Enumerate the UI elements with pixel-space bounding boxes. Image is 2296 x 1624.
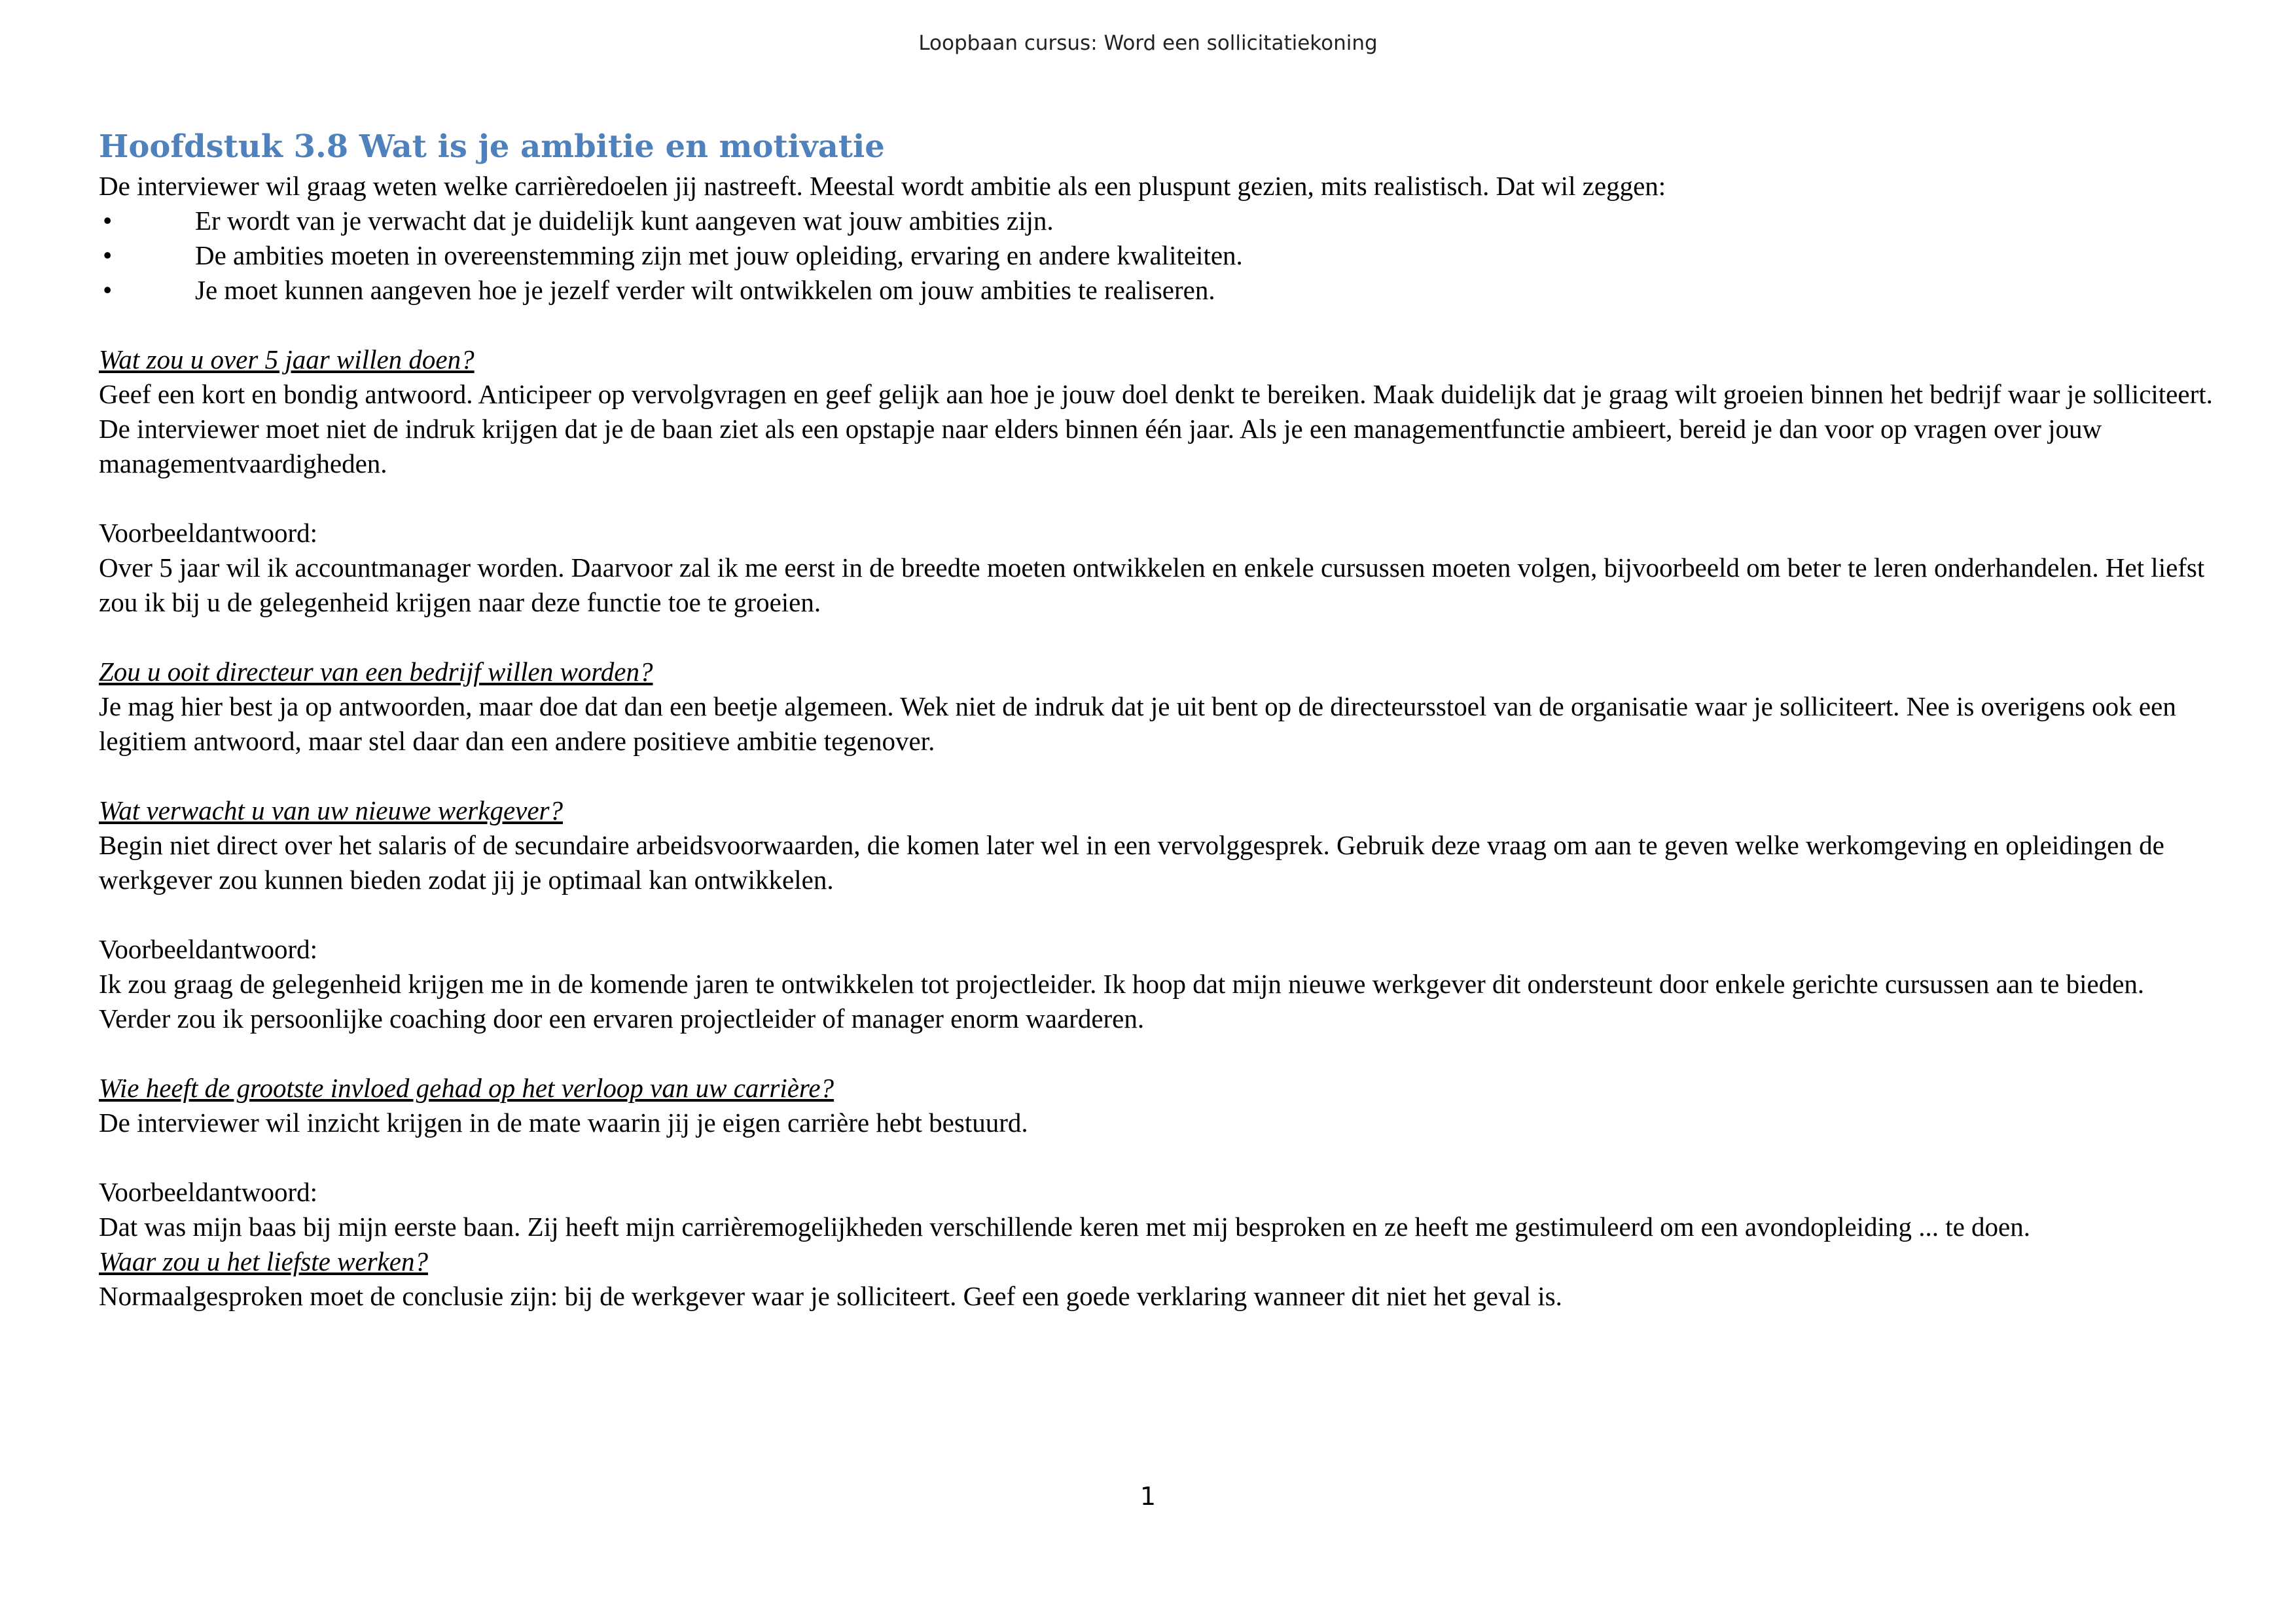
intro-paragraph: De interviewer wil graag weten welke carrièredoelen jij nastreeft. Meestal wordt ambitie als een pluspunt gezien, mits realistisch. Dat wil zeggen: [99, 171, 1666, 201]
question-heading: Wie heeft de grootste invloed gehad op het verloop van uw carrière? [99, 1073, 834, 1103]
running-header: Loopbaan cursus: Word een sollicitatiekoning [918, 31, 1378, 55]
bullet-text: Je moet kunnen aangeven hoe je jezelf verder wilt ontwikkelen om jouw ambities te realiseren. [195, 275, 1215, 305]
answer-paragraph: Normaalgesproken moet de conclusie zijn: bij de werkgever waar je solliciteert. Geef een goede verklaring wanneer dit niet het geval is. [99, 1281, 1562, 1311]
question-heading: Zou u ooit directeur van een bedrijf willen worden? [99, 657, 653, 687]
answer-paragraph: Begin niet direct over het salaris of de secundaire arbeidsvoorwaarden, die komen later wel in een vervolggesprek. Gebruik deze vraag om aan te geven welke werkomgeving en opleidingen de werkgever zou kunnen bieden zodat jij je optimaal kan ontwikkelen. [99, 830, 2164, 895]
spacer [99, 897, 2213, 932]
answer-paragraph: De interviewer wil inzicht krijgen in de mate waarin jij je eigen carrière hebt bestuurd. [99, 1108, 1028, 1138]
question-heading: Waar zou u het liefste werken? [99, 1246, 428, 1276]
example-label: Voorbeeldantwoord: [99, 934, 318, 964]
question-heading: Wat verwacht u van uw nieuwe werkgever? [99, 795, 563, 825]
spacer [99, 1036, 2213, 1071]
example-answer: Dat was mijn baas bij mijn eerste baan. Zij heeft mijn carrièremogelijkheden verschillende keren met mij besproken en ze heeft me gestimuleerd om een avondopleiding ... te doen. [99, 1212, 2030, 1242]
bullet-icon: • [103, 206, 113, 236]
example-answer: Over 5 jaar wil ik accountmanager worden. Daarvoor zal ik me eerst in de breedte moeten ontwikkelen en enkele cursussen moeten volgen, bijvoorbeeld om beter te leren onderhandelen. Het liefst zou ik bij u de gelegenheid krijgen naar deze functie toe te groeien. [99, 552, 2205, 617]
answer-paragraph: Geef een kort en bondig antwoord. Anticipeer op vervolgvragen en geef gelijk aan hoe je jouw doel denkt te bereiken. Maak duidelijk dat je graag wilt groeien binnen het bedrijf waar je solliciteert. De interviewer moet niet de indruk krijgen dat je de baan ziet als een opstapje naar elders binnen één jaar. Als je een managementfunctie ambieert, bereid je dan voor op vragen over jouw managementvaardigheden. [99, 379, 2213, 478]
document-body [99, 126, 2213, 1314]
bullet-item [99, 238, 2213, 273]
spacer [99, 759, 2213, 793]
example-label: Voorbeeldantwoord: [99, 518, 318, 548]
bullet-text: De ambities moeten in overeenstemming zijn met jouw opleiding, ervaring en andere kwaliteiten. [195, 240, 1243, 270]
ambition-bullet-list [99, 204, 2213, 308]
page-number: 1 [1139, 1482, 1157, 1511]
chapter-title: Hoofdstuk 3.8 Wat is je ambitie en motivatie [99, 128, 885, 165]
bullet-icon: • [103, 240, 113, 270]
answer-paragraph: Je mag hier best ja op antwoorden, maar doe dat dan een beetje algemeen. Wek niet de indruk dat je uit bent op de directeursstoel van de organisatie waar je solliciteert. Nee is overigens ook een legitiem antwoord, maar stel daar dan een andere positieve ambitie tegenover. [99, 691, 2176, 756]
bullet-icon: • [103, 275, 113, 305]
spacer [99, 1140, 2213, 1175]
bullet-item [99, 273, 2213, 308]
bullet-text: Er wordt van je verwacht dat je duidelijk kunt aangeven wat jouw ambities zijn. [195, 206, 1054, 236]
spacer [99, 308, 2213, 342]
question-heading: Wat zou u over 5 jaar willen doen? [99, 344, 475, 374]
example-label: Voorbeeldantwoord: [99, 1177, 318, 1207]
spacer [99, 481, 2213, 516]
example-answer: Ik zou graag de gelegenheid krijgen me in de komende jaren te ontwikkelen tot projectleider. Ik hoop dat mijn nieuwe werkgever dit ondersteunt door enkele gerichte cursussen aan te bieden. Verder zou ik persoonlijke coaching door een ervaren projectleider of manager enorm waarderen. [99, 969, 2145, 1034]
bullet-item [99, 204, 2213, 238]
spacer [99, 620, 2213, 655]
